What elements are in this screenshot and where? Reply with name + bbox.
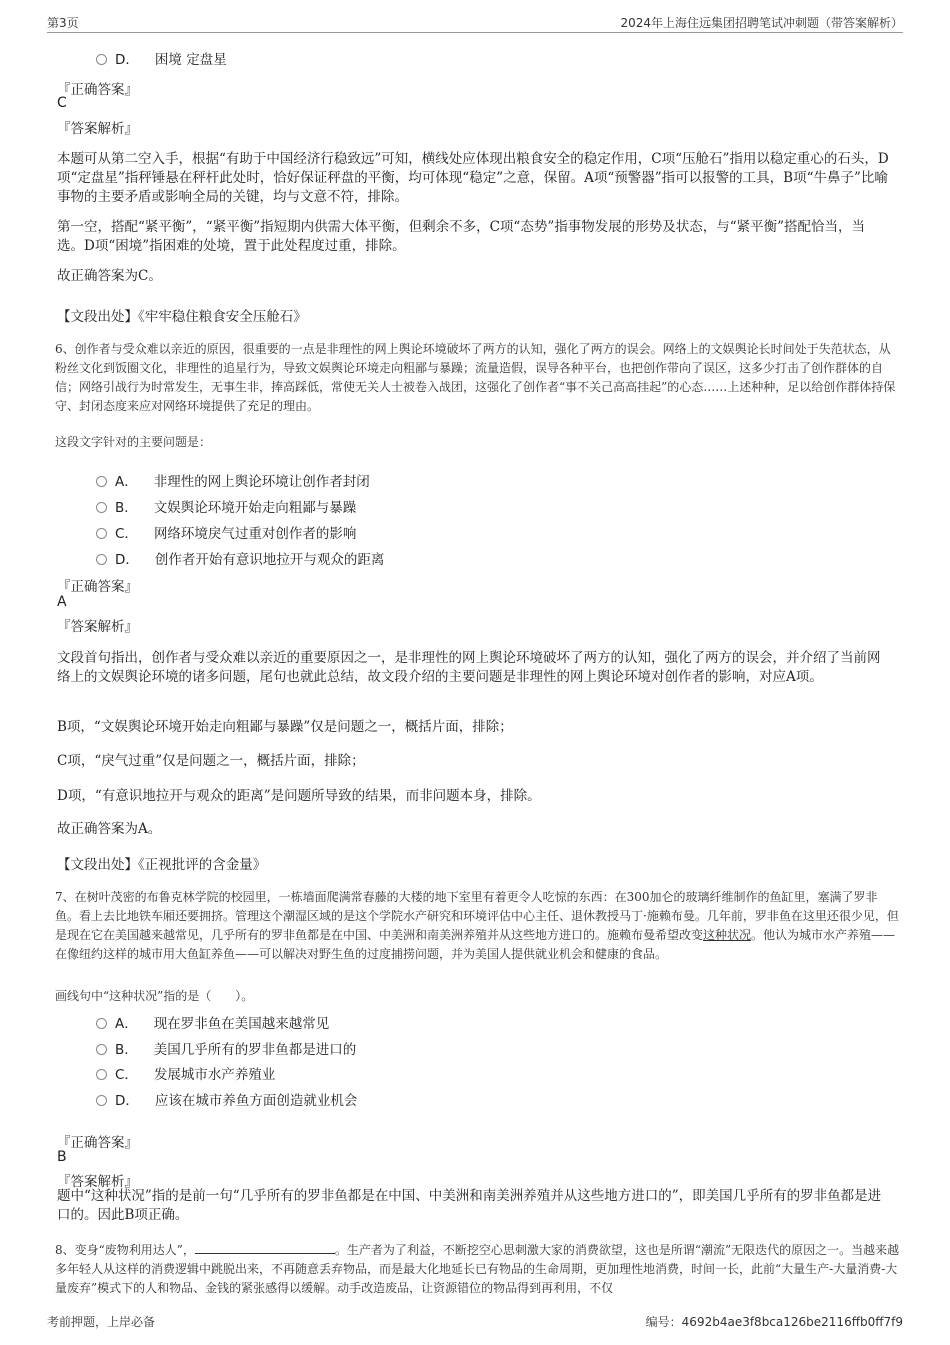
answer-title: 『正确答案』 xyxy=(57,579,138,595)
q6-option-c[interactable]: C． 网络环境戾气过重对创作者的影响 xyxy=(96,522,356,542)
document-code: 编号：4692b4ae3f8bca126be2116ffb0ff7f9 xyxy=(645,1315,903,1329)
answer-value: B xyxy=(57,1149,67,1165)
radio-icon[interactable] xyxy=(96,502,107,513)
q7-option-b[interactable]: B． 美国几乎所有的罗非鱼都是进口的 xyxy=(96,1038,356,1058)
analysis-paragraph: 文段首句指出，创作者与受众难以亲近的重要原因之一，是非理性的网上舆论环境破坏了两方的认知，强化了两方的误会，并介绍了当前网络上的文娱舆论环境的诸多问题，尾句也就此总结，故文段介绍的主要问题是非理性的网上舆论环境对创作者的影响，对应A项。 xyxy=(57,650,881,685)
source-citation: 【文段出处】《正视批评的含金量》 xyxy=(57,857,267,873)
q7-option-a[interactable]: A． 现在罗非鱼在美国越来越常见 xyxy=(96,1012,329,1032)
analysis-conclusion: 故正确答案为A。 xyxy=(57,821,162,837)
radio-icon[interactable] xyxy=(96,54,107,65)
analysis-title: 『答案解析』 xyxy=(57,619,138,635)
page-number: 第3页 xyxy=(47,16,79,30)
question-stem: 7、在树叶茂密的布鲁克林学院的校园里，一栋墙面爬满常春藤的大楼的地下室里有着更令人吃惊的东西：在300加仑的玻璃纤维制作的鱼缸里，塞满了罗非鱼。看上去比地铁车厢还要拥挤。管理这个潮湿区域的是这个学院水产研究和环境评估中心主任、退休教授马丁·施赖布曼。几年前，罗非鱼在这里还很少见，但是现在它在美国越来越常见，几乎所有的罗非鱼都是在中国、中美洲和南美洲养殖并从这些地方进口的。施赖布曼希望改变这种状况。他认为城市水产养殖——在像纽约这样的城市用大鱼缸养鱼——可以解决对野生鱼的过度捕捞问题，并为美国人提供就业机会和健康的食品。 xyxy=(55,890,899,961)
radio-icon[interactable] xyxy=(96,1018,107,1029)
q7-option-d[interactable]: D． 应该在城市养鱼方面创造就业机会 xyxy=(96,1089,357,1109)
analysis-paragraph: B项，“文娱舆论环境开始走向粗鄙与暴躁”仅是问题之一，概括片面，排除； xyxy=(57,719,513,735)
q6-option-b[interactable]: B． 文娱舆论环境开始走向粗鄙与暴躁 xyxy=(96,496,356,516)
radio-icon[interactable] xyxy=(96,554,107,565)
answer-value: A xyxy=(57,594,67,610)
q6-option-d[interactable]: D． 创作者开始有意识地拉开与观众的距离 xyxy=(96,548,384,568)
radio-icon[interactable] xyxy=(96,528,107,539)
analysis-paragraph: D项，“有意识地拉开与观众的距离”是问题所导致的结果，而非问题本身，排除。 xyxy=(57,788,541,804)
analysis-paragraph: 第一空，搭配“紧平衡”，“紧平衡”指短期内供需大体平衡，但剩余不多，C项“态势”指事物发展的形势及状态，与“紧平衡”搭配恰当，当选。D项“困境”指困难的处境，置于此处程度过重，排除。 xyxy=(57,219,866,254)
document-title: 2024年上海住远集团招聘笔试冲刺题（带答案解析） xyxy=(620,16,903,30)
analysis-paragraph: 题中“这种状况”指的是前一句“几乎所有的罗非鱼都是在中国、中美洲和南美洲养殖并从这些地方进口的”，即美国几乎所有的罗非鱼都是进口的。因此B项正确。 xyxy=(57,1188,882,1223)
radio-icon[interactable] xyxy=(96,476,107,487)
answer-title: 『正确答案』 xyxy=(57,82,138,98)
underlined-phrase: 这种状况 xyxy=(703,928,752,942)
radio-icon[interactable] xyxy=(96,1095,107,1106)
q5-option-d[interactable]: D． 困境 定盘星 xyxy=(96,48,227,68)
answer-value: C xyxy=(57,95,67,111)
page-header xyxy=(47,14,903,33)
analysis-paragraph: C项，“戾气过重”仅是问题之一，概括片面，排除； xyxy=(57,753,365,769)
q6-option-a[interactable]: A． 非理性的网上舆论环境让创作者封闭 xyxy=(96,470,370,490)
radio-icon[interactable] xyxy=(96,1069,107,1080)
question-stem: 6、创作者与受众难以亲近的原因，很重要的一点是非理性的网上舆论环境破坏了两方的认知，强化了两方的误会。网络上的文娱舆论长时间处于失范状态，从粉丝文化到饭圈文化，非理性的追星行为，导致文娱舆论环境走向粗鄙与暴躁；流量造假，误导各种平台，也把创作带向了误区，这多少打击了创作群体的自信；网络引战行为时常发生，无事生非，捧高踩低，常使无关人士被卷入战团，这强化了创作者“事不关己高高挂起”的心态……上述种种，足以给创作群体持保守、封闭态度来应对网络环境提供了充足的理由。 xyxy=(55,342,896,413)
fill-blank xyxy=(195,1241,335,1254)
question-prompt: 画线句中“这种状况”指的是（ ）。 xyxy=(55,989,254,1003)
q7-option-c[interactable]: C． 发展城市水产养殖业 xyxy=(96,1063,275,1083)
radio-icon[interactable] xyxy=(96,1044,107,1055)
analysis-conclusion: 故正确答案为C。 xyxy=(57,268,162,284)
question-prompt: 这段文字针对的主要问题是： xyxy=(55,435,212,449)
footer-slogan: 考前押题，上岸必备 xyxy=(47,1315,156,1329)
analysis-paragraph: 本题可从第二空入手，根据“有助于中国经济行稳致远”可知，横线处应体现出粮食安全的稳定作用，C项“压舱石”指用以稳定重心的石头，D项“定盘星”指秤锤悬在秤杆此处时，恰好保证秤盘的平衡，均可体现“稳定”之意，保留。A项“预警器”指可以报警的工具，B项“牛鼻子”比喻事物的主要矛盾或影响全局的关键，均与文意不符，排除。 xyxy=(57,151,889,205)
analysis-title: 『答案解析』 xyxy=(57,1174,138,1190)
source-citation: 【文段出处】《牢牢稳住粮食安全压舱石》 xyxy=(57,309,307,325)
question-stem: 8、变身“废物利用达人”， 。生产者为了利益，不断挖空心思刺激大家的消费欲望，这也是所谓“潮流”无限迭代的原因之一。当越来越多年轻人从这样的消费逻辑中跳脱出来，不再随意丢弃物品，而是最大化地延长已有物品的生命周期，更加理性地消费，时间一长，此前“大量生产-大量消费-大量废弃”模式下的人和物品、金钱的紧张感得以缓解。动手改造废品，让资源错位的物品得到再利用，不仅 xyxy=(55,1243,900,1295)
answer-title: 『正确答案』 xyxy=(57,1135,138,1151)
analysis-title: 『答案解析』 xyxy=(57,121,138,137)
